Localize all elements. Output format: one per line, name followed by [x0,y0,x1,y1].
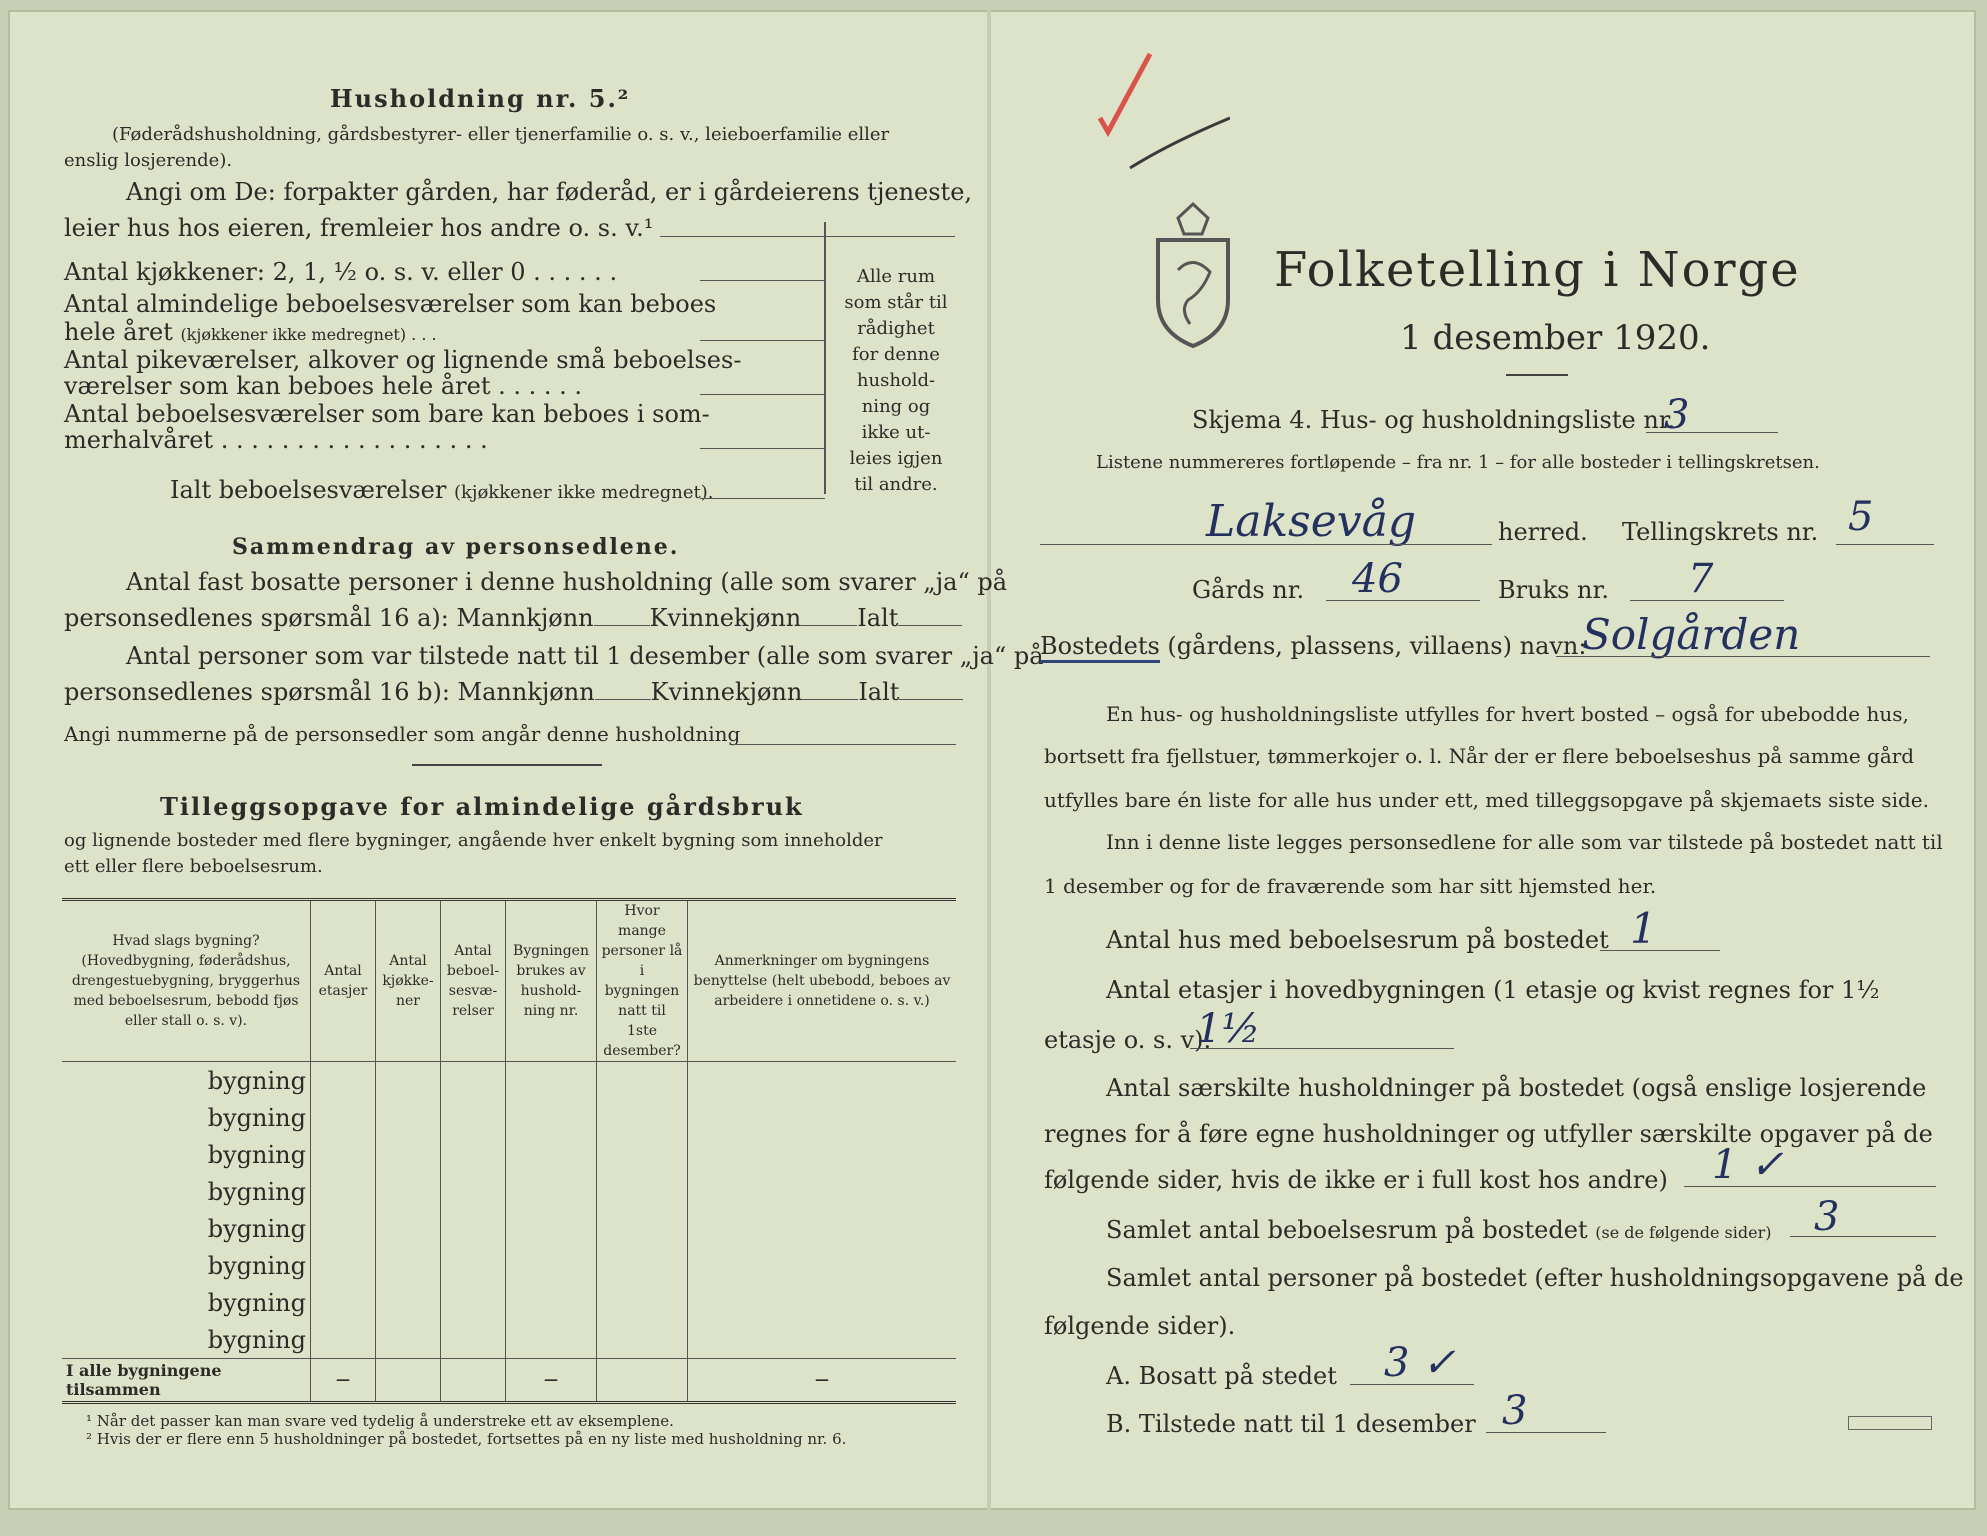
etasjer-value: 1½ [1196,1006,1261,1052]
brace [824,222,828,494]
col-header-anmerkninger: Anmerkninger om bygningens benyttelse (helt ubebodd, beboes av arbeidere i onnetidene o. s. v.) [688,900,957,1062]
krets-label: Tellingskrets nr. [1622,518,1819,546]
alm-label-2: hele året (kjøkkener ikke medregnet) . . . [64,318,437,346]
info-line-3: utfylles bare én liste for alle hus under ett, med tilleggsopgave på skjemaets siste side. [1044,788,1929,812]
info-line-5: 1 desember og for de fraværende som har sitt hjemsted her. [1044,874,1657,898]
etasjer-label-1: Antal etasjer i hovedbygningen (1 etasje og kvist regnes for 1½ [1106,976,1880,1004]
table-row: bygning [62,1321,956,1359]
table-total-row: I alle bygningene tilsammen — — — [62,1359,956,1403]
col-header-etasjer: Antal etasjer [311,900,376,1062]
col-header-kjokkener: Antal kjøkke-ner [376,900,441,1062]
household-subtitle-2: enslig losjerende). [64,150,233,171]
gards-line [1326,600,1480,601]
bosatt-label: A. Bosatt på stedet [1106,1362,1337,1390]
etasjer-line [1190,1048,1454,1049]
angi-line-1: Angi om De: forpakter gården, har føderåd, er i gårdeierens tjeneste, [126,178,973,206]
total-label: I alle bygningene tilsammen [62,1359,311,1403]
som-label-2: merhalvåret . . . . . . . . . . . . . . . . . . [64,426,488,454]
tilstede-line [1486,1432,1606,1433]
som-line [700,448,825,449]
fast-line-2: personsedlenes spørsmål 16 a): Mannkjønn Kvinnekjønn Ialt [64,604,962,632]
fast-line-1: Antal fast bosatte personer i denne husholdning (alle som svarer „ja“ på [126,568,1008,596]
angi-answer-line [660,236,955,237]
census-title: Folketelling i Norge [1274,242,1801,298]
sarsk-label-1: Antal særskilte husholdninger på bostedet (også enslige losjerende [1106,1074,1927,1102]
col-header-type: Hvad slags bygning? (Hovedbygning, føderådshus, drengestuebygning, bryggerhus med beboelsesrum, bebodd fjøs eller stall o. s. v). [62,900,311,1062]
hus-label: Antal hus med beboelsesrum på bostedet [1106,926,1609,954]
coat-of-arms-icon [1150,200,1236,350]
skjema-value: 3 [1664,392,1690,438]
title-rule [1506,374,1568,376]
col-header-personer: Hvor mange personer lå i bygningen natt til 1ste desember? [597,900,688,1062]
census-date: 1 desember 1920. [1400,318,1711,358]
som-label-1: Antal beboelsesværelser som bare kan beboes i som- [64,400,710,428]
page-fold [987,10,991,1510]
skjema-label: Skjema 4. Hus- og husholdningsliste nr. [1192,406,1676,434]
sarsk-label-3: følgende sider, hvis de ikke er i full kost hos andre) [1044,1166,1668,1194]
pike-label-1: Antal pikeværelser, alkover og lignende små beboelses- [64,346,742,374]
table-row: bygning [62,1173,956,1210]
info-line-1: En hus- og husholdningsliste utfylles for hvert bosted – også for ubebodde hus, [1106,702,1909,726]
table-row: bygning [62,1210,956,1247]
table-row: bygning [62,1247,956,1284]
tilst-line-1: Antal personer som var tilstede natt til 1 desember (alle som svarer „ja“ på [126,642,1044,670]
household-subtitle: (Føderådshusholdning, gårdsbestyrer- eller tjenerfamilie o. s. v., leieboerfamilie eller [112,124,890,145]
krets-value: 5 [1848,494,1874,540]
listene-note: Listene nummereres fortløpende – fra nr. 1 – for alle bosteder i tellingskretsen. [1096,452,1820,473]
nummerne-line [732,744,956,745]
gards-label: Gårds nr. [1192,576,1305,604]
footnote-2: ² Hvis der er flere enn 5 husholdninger på bostedet, fortsettes på en ny liste med husholdning nr. 6. [86,1430,847,1448]
bruks-value: 7 [1688,556,1714,602]
herred-value: Laksevåg [1206,496,1416,547]
tillegg-line-2: og lignende bosteder med flere bygninger, angående hver enkelt bygning som inneholder [64,830,883,851]
tillegg-title: Tilleggsopgave for almindelige gårdsbruk [160,792,804,821]
table-header-row [62,900,956,1062]
samlet-rum-value: 3 [1814,1194,1840,1240]
table-row: bygning [62,1062,956,1100]
bruks-label: Bruks nr. [1498,576,1609,604]
angi-line-2: leier hus hos eieren, fremleier hos andre o. s. v.¹ [64,214,654,242]
tilstede-label: B. Tilstede natt til 1 desember [1106,1410,1476,1438]
building-table [62,898,956,1404]
herred-label: herred. [1498,518,1588,546]
kjokken-line [700,280,825,281]
col-header-vaerelser: Antal beboel-sesvæ-relser [441,900,506,1062]
bosatt-value: 3 ✓ [1384,1340,1456,1386]
bosatt-line [1350,1384,1474,1385]
etasjer-label-2: etasje o. s. v). [1044,1026,1212,1054]
bruks-line [1630,600,1784,601]
pike-label-2: værelser som kan beboes hele året . . . . . . [64,372,583,400]
table-row: bygning [62,1284,956,1321]
sarsk-value: 1 ✓ [1712,1142,1784,1188]
alm-line [700,340,825,341]
info-line-2: bortsett fra fjellstuer, tømmerkojer o. l. Når der er flere beboelseshus på samme gård [1044,744,1915,768]
nummerne-label: Angi nummerne på de personsedler som angår denne husholdning [64,722,741,746]
red-check-mark [1090,48,1230,178]
divider [412,764,602,766]
tilst-line-2: personsedlenes spørsmål 16 b): Mannkjønn Kvinnekjønn Ialt [64,678,963,706]
tilstede-value: 3 [1502,1388,1528,1434]
bosted-label: Bostedets (gårdens, plassens, villaens) navn: [1040,632,1586,660]
table-row: bygning [62,1099,956,1136]
hus-line [1600,950,1720,951]
krets-line [1836,544,1934,545]
hus-value: 1 [1630,904,1657,953]
sarsk-label-2: regnes for å føre egne husholdninger og utfyller særskilte opgaver på de [1044,1120,1933,1148]
gards-value: 46 [1352,556,1403,602]
pike-line [700,394,825,395]
samlet-rum-line [1790,1236,1936,1237]
bosted-value: Solgården [1582,610,1801,659]
info-line-4: Inn i denne liste legges personsedlene for alle som var tilstede på bostedet natt til [1106,830,1943,854]
skjema-line [1646,432,1778,433]
table-row: bygning [62,1136,956,1173]
herred-line [1040,544,1492,545]
ialt-line [700,498,825,499]
samlet-pers-label-2: følgende sider). [1044,1312,1236,1340]
household-title: Husholdning nr. 5.² [330,84,631,113]
samlet-pers-label-1: Samlet antal personer på bostedet (efter husholdningsopgavene på de [1106,1264,1964,1292]
tillegg-line-3: ett eller flere beboelsesrum. [64,856,323,877]
bosted-line [1556,656,1930,657]
printer-mark [1848,1416,1932,1430]
ialt-label: Ialt beboelsesværelser (kjøkkener ikke medregnet). [170,476,714,504]
samlet-rum-label: Samlet antal beboelsesrum på bostedet (se de følgende sider) [1106,1216,1772,1244]
col-header-husholdning: Bygningen brukes av hushold-ning nr. [506,900,597,1062]
kjokken-label: Antal kjøkkener: 2, 1, ½ o. s. v. eller 0 . . . . . . [64,258,618,286]
sammendrag-title: Sammendrag av personsedlene. [232,534,680,560]
sarsk-line [1684,1186,1936,1187]
alm-label-1: Antal almindelige beboelsesværelser som kan beboes [64,290,717,318]
footnote-1: ¹ Når det passer kan man svare ved tydelig å understreke ett av eksemplene. [86,1412,674,1430]
